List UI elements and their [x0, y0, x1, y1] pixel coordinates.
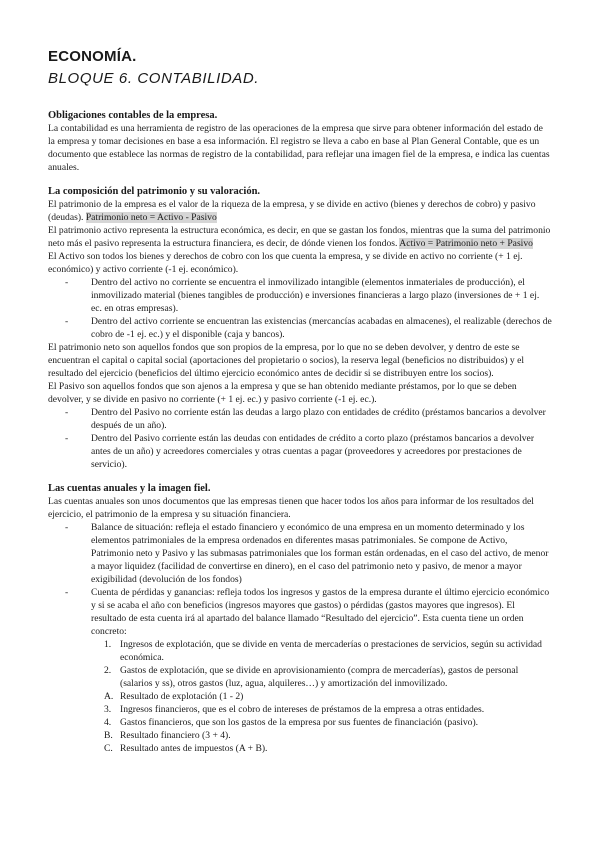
page-subtitle: BLOQUE 6. CONTABILIDAD.: [48, 70, 260, 87]
list-item: [104, 638, 552, 664]
list-item: - Dentro del Pasivo no corriente están las deudas a largo plazo con entidades de crédito (préstamos bancarios a devolver después de un año).: [91, 406, 552, 432]
list-item: [104, 664, 552, 690]
list-item: - Dentro del Pasivo corriente están las deudas con entidades de crédito a corto plazo (préstamos bancarios a devolver antes de un año) y acreedores comerciales y otras cuentas a pagar (proveedores y acreedores por prestaciones de servicio).: [91, 432, 552, 471]
list-item: - Cuenta de pérdidas y ganancias: refleja todos los ingresos y gastos de la empresa durante el último ejercicio económico y si se acaba el año con beneficios (ingresos mayores que gastos) o pérdidas (gastos mayores que ingresos). El resultado de esta cuenta irá al apartado del balance llamado “Resultado del ejercicio”. Esta cuenta tiene un orden concreto:: [91, 586, 552, 638]
list-item-text: Resultado de explotación (1 - 2): [120, 691, 244, 702]
paragraph: El Activo son todos los bienes y derechos de cobro con los que cuenta la empresa, y se divide en activo no corriente (+ 1 ej. económico) y activo corriente (-1 ej. económico).: [48, 251, 523, 275]
list-item: [104, 716, 552, 729]
list-item-text: Gastos financieros, que son los gastos de la empresa por sus fuentes de financiación (pasivo).: [120, 717, 479, 728]
list-item-text: Gastos de explotación, que se divide en aprovisionamiento (compra de mercaderías), gastos de personal (salarios y ss), otros gastos (luz, agua, alquileres…) y amortización del inmovilizado.: [120, 665, 519, 689]
paragraph: [48, 198, 552, 224]
list-marker: 1.: [104, 639, 112, 650]
list-marker: 3.: [104, 704, 112, 715]
section-cuentas-anuales: [48, 482, 552, 755]
pasivo-list: [48, 406, 552, 471]
formula-highlight: Patrimonio neto = Activo - Pasivo: [85, 212, 217, 223]
list-item: - Dentro del activo no corriente se encuentra el inmovilizado intangible (elementos inmateriales de producción), el inmovilizado material (bienes tangibles de producción) e inversiones financieras a largo plazo (inversiones de + 1 ej. ec. en otras empresas).: [91, 276, 552, 315]
list-item: [104, 703, 552, 716]
section-heading: Las cuentas anuales y la imagen fiel.: [48, 483, 211, 494]
list-item: [104, 690, 552, 703]
list-item: [104, 742, 552, 755]
section-heading: La composición del patrimonio y su valoración.: [48, 186, 261, 197]
paragraph: El patrimonio neto son aquellos fondos que son propios de la empresa, por lo que no se deben devolver, y dentro de este se encuentran el capital o capital social (aportaciones del propietario o socios), la reserva legal (beneficios no distribuidos) y el resultado del ejercicio (beneficios del último ejercicio económico antes de decidir si se distribuyen entre los socios).: [48, 342, 525, 379]
list-item: [104, 729, 552, 742]
paragraph: El Pasivo son aquellos fondos que son ajenos a la empresa y que se han obtenido mediante préstamos, por lo que se deben devolver, y se divide en pasivo no corriente (+ 1 ej. ec.) y pasivo corriente (-1 ej. ec.).: [48, 381, 517, 405]
list-item: - Balance de situación: refleja el estado financiero y económico de una empresa en un momento determinado y los elementos patrimoniales de la empresa ordenados en diferentes masas patrimoniales. Se compone de Activo, Patrimonio neto y Pasivo y las submasas patrimoniales que los forman están ordenadas, en el caso del activo, de menor a mayor liquidez (facilidad de convertirse en dinero), en el caso del patrimonio neto y pasivo, de menor a mayor exigibilidad (devolución de los fondos): [91, 521, 552, 586]
section-patrimonio: [48, 185, 552, 471]
pyg-order-list: [48, 638, 552, 755]
list-marker: A.: [104, 691, 114, 702]
activo-list: [48, 276, 552, 341]
list-marker: B.: [104, 730, 113, 741]
list-marker: C.: [104, 743, 113, 754]
section-heading: Obligaciones contables de la empresa.: [48, 110, 218, 121]
list-item-text: Resultado antes de impuestos (A + B).: [120, 743, 268, 754]
list-marker: 4.: [104, 717, 112, 728]
paragraph: Las cuentas anuales son unos documentos que las empresas tienen que hacer todos los años para informar de los resultados del ejercicio, el patrimonio de la empresa y su situación financiera.: [48, 496, 534, 520]
section-obligaciones: [48, 109, 552, 174]
list-marker: 2.: [104, 665, 112, 676]
formula-highlight: Activo = Patrimonio neto + Pasivo: [399, 238, 533, 249]
cuentas-list: [48, 521, 552, 638]
paragraph: La contabilidad es una herramienta de registro de las operaciones de la empresa que sirve para obtener información del estado de la empresa y tomar decisiones en base a esa información. El registro se lleva a cabo en base al Plan General Contable, que es un documento que establece las normas de registro de la contabilidad, para reflejar una imagen fiel de la empresa, e indica las cuentas anuales.: [48, 123, 550, 173]
document-page: [48, 48, 552, 755]
paragraph-text: El patrimonio de la empresa es el valor de la riqueza de la empresa, y se divide en activo (bienes y derechos de cobro) y pasivo (deudas).: [48, 199, 536, 223]
list-item-text: Ingresos financieros, que es el cobro de intereses de préstamos de la empresa a otras entidades.: [120, 704, 485, 715]
list-item-text: Ingresos de explotación, que se divide en venta de mercaderías o prestaciones de servicios, según su actividad económica.: [120, 639, 542, 663]
list-item: - Dentro del activo corriente se encuentran las existencias (mercancías acabadas en almacenes), el realizable (derechos de cobro de -1 ej. ec.) y el disponible (caja y bancos).: [91, 315, 552, 341]
paragraph: [48, 224, 552, 250]
list-item-text: Resultado financiero (3 + 4).: [120, 730, 231, 741]
paragraph-text: El patrimonio activo representa la estructura económica, es decir, en que se gastan los fondos, mientras que la suma del patrimonio neto más el pasivo representa la estructura financiera, es decir, de dónde vienen los fondos.: [48, 225, 551, 249]
page-title: ECONOMÍA.: [48, 48, 137, 65]
